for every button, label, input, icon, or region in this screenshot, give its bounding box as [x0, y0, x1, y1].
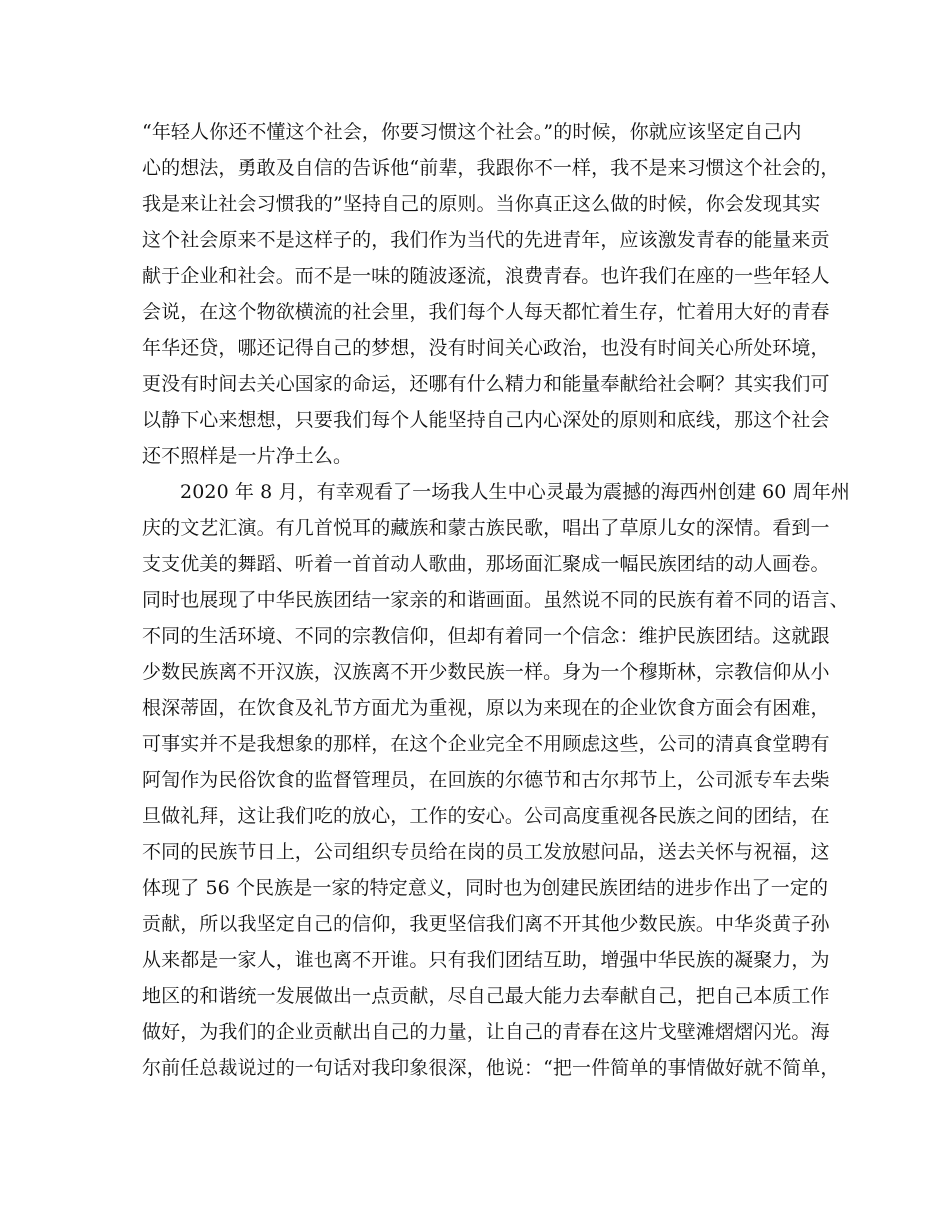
text-line: 这个社会原来不是这样子的，我们作为当代的先进青年，应该激发青春的能量来贡: [142, 229, 830, 251]
paragraph-2: [142, 474, 850, 1086]
text-line: 同时也展现了中华民族团结一家亲的和谐画面。虽然说不同的民族有着不同的语言、: [142, 589, 849, 611]
text-line: 年华还贷，哪还记得自己的梦想，没有时间关心政治，也没有时间关心所处环境，: [142, 337, 830, 359]
text-line: 少数民族离不开汉族，汉族离不开少数民族一样。身为一个穆斯林，宗教信仰从小: [142, 661, 830, 683]
text-line: 做好，为我们的企业贡献出自己的力量，让自己的青春在这片戈壁滩熠熠闪光。海: [142, 1021, 830, 1043]
text-line: 阿訇作为民俗饮食的监督管理员，在回族的尔德节和古尔邦节上，公司派专车去柴: [142, 769, 830, 791]
text-line: 2020 年 8 月，有幸观看了一场我人生中心灵最为震撼的海西州创建 60 周年州: [180, 481, 850, 503]
text-line: 还不照样是一片净土么。: [142, 445, 353, 467]
text-line: 不同的生活环境、不同的宗教信仰，但却有着同一个信念：维护民族团结。这就跟: [142, 625, 830, 647]
text-line: 心的想法，勇敢及自信的告诉他“前辈，我跟你不一样，我不是来习惯这个社会的，: [142, 157, 840, 179]
text-line: 尔前任总裁说过的一句话对我印象很深，他说：“把一件简单的事情做好就不简单，: [142, 1057, 840, 1079]
text-line: 可事实并不是我想象的那样，在这个企业完全不用顾虑这些，公司的清真食堂聘有: [142, 733, 830, 755]
text-line: 会说，在这个物欲横流的社会里，我们每个人每天都忙着生存，忙着用大好的青春: [142, 301, 830, 323]
text-line: 地区的和谐统一发展做出一点贡献，尽自己最大能力去奉献自己，把自己本质工作: [142, 985, 830, 1007]
text-line: 我是来让社会习惯我的”坚持自己的原则。当你真正这么做的时候，你会发现其实: [142, 193, 821, 215]
text-line: 不同的民族节日上，公司组织专员给在岗的员工发放慰问品，送去关怀与祝福，这: [142, 841, 830, 863]
text-line: 从来都是一家人，谁也离不开谁。只有我们团结互助，增强中华民族的凝聚力，为: [142, 949, 830, 971]
text-line: 旦做礼拜，这让我们吃的放心，工作的安心。公司高度重视各民族之间的团结，在: [142, 805, 830, 827]
text-line: 以静下心来想想，只要我们每个人能坚持自己内心深处的原则和底线，那这个社会: [142, 409, 830, 431]
text-line: 根深蒂固，在饮食及礼节方面尤为重视，原以为来现在的企业饮食方面会有困难，: [142, 697, 830, 719]
text-line: 贡献，所以我坚定自己的信仰，我更坚信我们离不开其他少数民族。中华炎黄子孙: [142, 913, 830, 935]
text-line: 支支优美的舞蹈、听着一首首动人歌曲，那场面汇聚成一幅民族团结的动人画卷。: [142, 553, 830, 575]
text-line: 献于企业和社会。而不是一味的随波逐流，浪费青春。也许我们在座的一些年轻人: [142, 265, 830, 287]
text-line: 庆的文艺汇演。有几首悦耳的藏族和蒙古族民歌，唱出了草原儿女的深情。看到一: [142, 517, 830, 539]
text-line: 体现了 56 个民族是一家的特定意义，同时也为创建民族团结的进步作出了一定的: [142, 877, 829, 899]
text-line: “年轻人你还不懂这个社会，你要习惯这个社会。”的时候，你就应该坚定自己内: [142, 121, 802, 143]
paragraph-1: [142, 114, 840, 474]
text-line: 更没有时间去关心国家的命运，还哪有什么精力和能量奉献给社会啊？其实我们可: [142, 373, 830, 395]
